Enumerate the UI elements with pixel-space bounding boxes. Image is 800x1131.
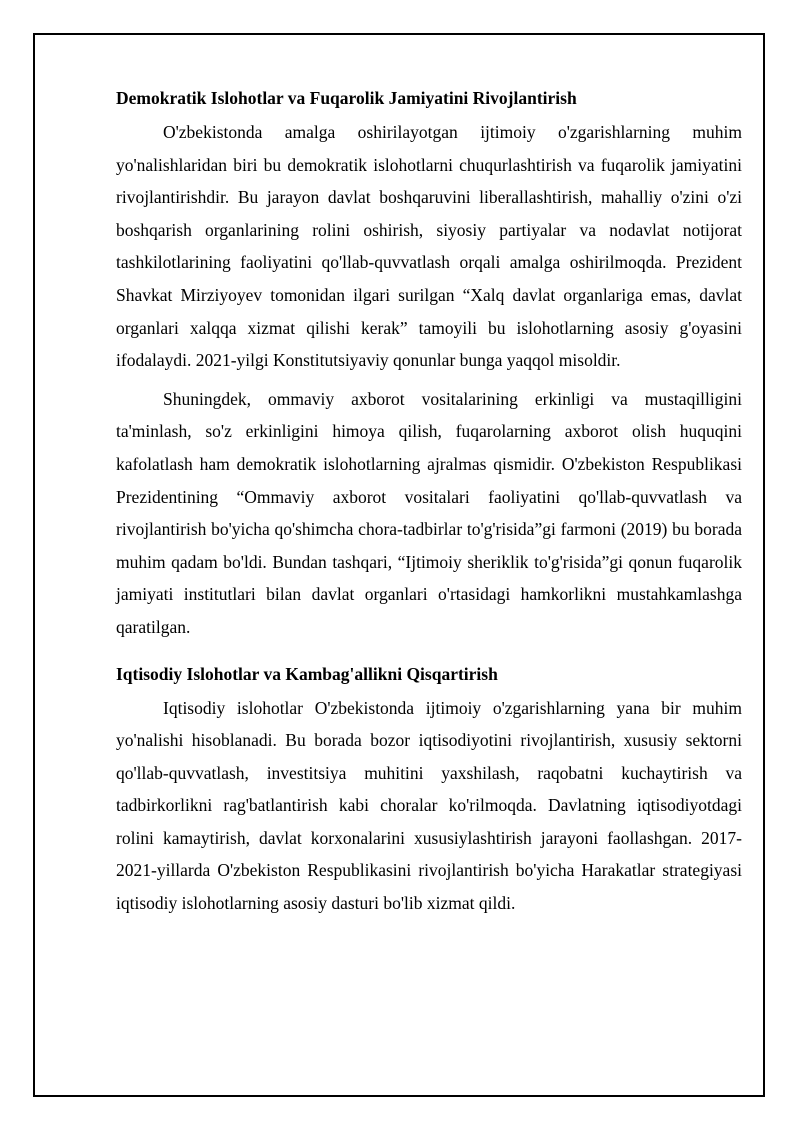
document-body [116,84,742,926]
paragraph: Iqtisodiy islohotlar O'zbekistonda ijtimoiy o'zgarishlarning yana bir muhim yo'nalishi hisoblanadi. Bu borada bozor iqtisodiyotini rivojlantirish, xususiy sektorni qo'llab-quvvatlash, investitsiya muhitini yaxshilash, raqobatni kuchaytirish va tadbirkorlikni rag'batlantirish kabi choralar ko'rilmoqda. Davlatning iqtisodiyotdagi rolini kamaytirish, davlat korxonalarini xususiylashtirish jarayoni faollashgan. 2017-2021-yillarda O'zbekiston Respublikasini rivojlantirish bo'yicha Harakatlar strategiyasi iqtisodiy islohotlarning asosiy dasturi bo'lib xizmat qildi. [116,697,742,914]
paragraph: Shuningdek, ommaviy axborot vositalarining erkinligi va mustaqilligini ta'minlash, so'z erkinligini himoya qilish, fuqarolarning axborot olish huquqini kafolatlash ham demokratik islohotlarning ajralmas qismidir. O'zbekiston Respublikasi Prezidentining “Ommaviy axborot vositalari faoliyatini qo'llab-quvvatlash va rivojlantirish bo'yicha qo'shimcha chora-tadbirlar to'g'risida”gi farmoni (2019) bu borada muhim qadam bo'ldi. Bundan tashqari, “Ijtimoiy sheriklik to'g'risida”gi qonun fuqarolik jamiyati institutlari bilan davlat organlari o'rtasidagi hamkorlikni mustahkamlashga qaratilgan. [116,388,742,637]
section-heading-economic-reforms: Iqtisodiy Islohotlar va Kambag'allikni Qisqartirish [116,663,498,684]
section-heading-democratic-reforms: Demokratik Islohotlar va Fuqarolik Jamiyatini Rivojlantirish [116,88,577,108]
paragraph: O'zbekistonda amalga oshirilayotgan ijtimoiy o'zgarishlarning muhim yo'nalishlaridan biri bu demokratik islohotlarni chuqurlashtirish va fuqarolik jamiyatini rivojlantirishdir. Bu jarayon davlat boshqaruvini liberallashtirish, mahalliy o'zini o'zi boshqarish organlarining rolini oshirish, siyosiy partiyalar va nodavlat notijorat tashkilotlarining faoliyatini qo'llab-quvvatlash orqali amalga oshirilmoqda. Prezident Shavkat Mirziyoyev tomonidan ilgari surilgan “Xalq davlat organlariga emas, davlat organlari xalqqa xizmat qilishi kerak” tamoyili bu islohotlarning asosiy g'oyasini ifodalaydi. 2021-yilgi Konstitutsiyaviy qonunlar bunga yaqqol misoldir. [116,122,742,371]
